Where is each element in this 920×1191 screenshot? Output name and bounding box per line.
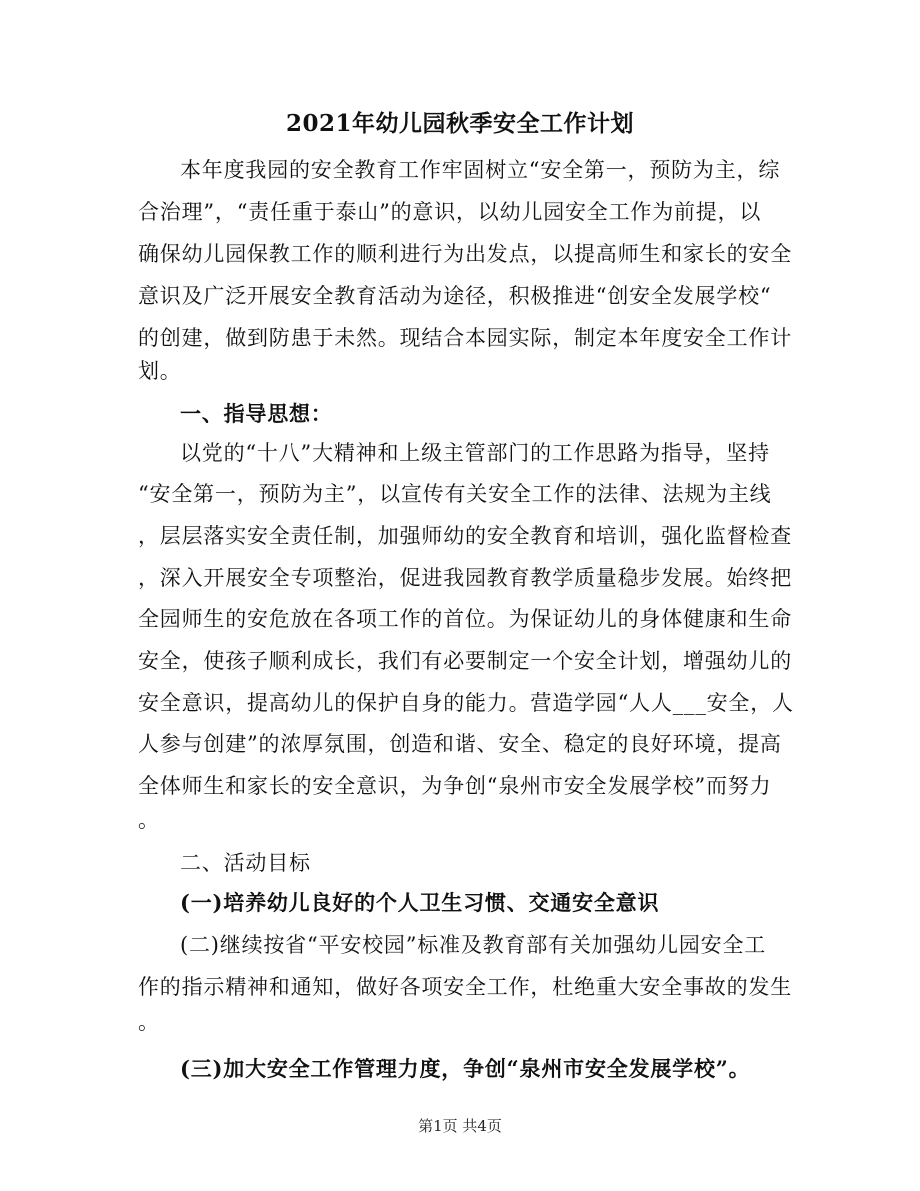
paragraph-line: ，深入开展安全专项整治，促进我园教育教学质量稳步发展。始终把 (138, 566, 792, 590)
paragraph-line: 安全，使孩子顺利成长，我们有必要制定一个安全计划，增强幼儿的 (138, 649, 792, 673)
paragraph-line: 人参与创建”的浓厚氛围，创造和谐、安全、稳定的良好环境，提高 (138, 732, 782, 756)
paragraph-line: 。 (138, 1010, 160, 1034)
goal-item: (三)加大安全工作管理力度，争创“泉州市安全发展学校”。 (180, 1056, 751, 1081)
paragraph-line: ，层层落实安全责任制，加强师幼的安全教育和培训，强化监督检查 (138, 524, 792, 548)
paragraph-line: 意识及广泛开展安全教育活动为途径，积极推进“创安全发展学校“ (138, 284, 772, 308)
section-heading: 一、指导思想： (180, 401, 333, 426)
paragraph-line: “安全第一，预防为主”，以宣传有关安全工作的法律、法规为主线 (138, 482, 772, 506)
goal-item: (二)继续按省“平安校园”标准及教育部有关加强幼儿园安全工 (180, 933, 767, 957)
paragraph-line: 安全意识，提高幼儿的保护自身的能力。营造学园“人人___安全，人 (138, 691, 794, 715)
paragraph-line: 作的指示精神和通知，做好各项安全工作，杜绝重大安全事故的发生 (138, 975, 792, 999)
paragraph-line: 全体师生和家长的安全意识，为争创“泉州市安全发展学校”而努力 (138, 774, 772, 798)
paragraph-line: 合治理”，“责任重于泰山”的意识，以幼儿园安全工作为前提，以 (138, 200, 762, 224)
page-number: 第1页 共4页 (418, 1117, 502, 1135)
section-heading: 二、活动目标 (180, 851, 311, 875)
document-title: 2021年幼儿园秋季安全工作计划 (285, 110, 634, 137)
paragraph-line: 划。 (138, 359, 182, 383)
goal-item: (一)培养幼儿良好的个人卫生习惯、交通安全意识 (180, 890, 660, 915)
paragraph-line: 确保幼儿园保教工作的顺利进行为出发点，以提高师生和家长的安全 (138, 242, 792, 266)
paragraph-line: 本年度我园的安全教育工作牢固树立“安全第一，预防为主，综 (180, 158, 781, 182)
paragraph-line: 。 (138, 808, 160, 832)
paragraph-line: 的创建，做到防患于未然。现结合本园实际，制定本年度安全工作计 (138, 326, 792, 350)
paragraph-line: 全园师生的安危放在各项工作的首位。为保证幼儿的身体健康和生命 (138, 607, 792, 631)
paragraph-line: 以党的“十八”大精神和上级主管部门的工作思路为指导，坚持 (180, 441, 770, 465)
